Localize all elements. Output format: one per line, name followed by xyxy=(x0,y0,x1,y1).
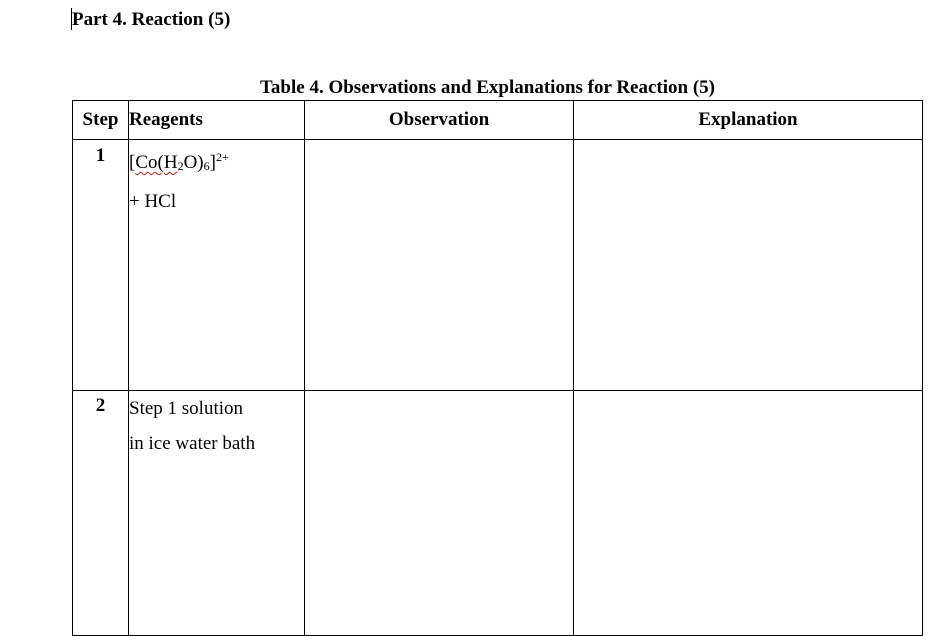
cobalt-complex-formula: $[Co(H_2O)_6]^{2+}$ xyxy=(129,150,229,173)
reagent-line-2: + HCl xyxy=(129,191,177,212)
reagents-cell[interactable] xyxy=(129,391,305,636)
step-number-cell: 2 xyxy=(73,391,129,636)
header-observation: Observation xyxy=(305,101,574,140)
observations-table xyxy=(72,100,923,636)
header-explanation: Explanation xyxy=(574,101,923,140)
observation-cell[interactable] xyxy=(305,391,574,636)
reagent-line-2: in ice water bath xyxy=(129,433,256,454)
header-step: Step xyxy=(73,101,129,140)
header-reagents: Reagents xyxy=(129,101,305,140)
table-row xyxy=(73,140,923,391)
reagent-line-1: Step 1 solution xyxy=(129,398,244,419)
table-row xyxy=(73,391,923,636)
spellcheck-flagged-text: Co(H xyxy=(135,152,178,173)
table-caption: Table 4. Observations and Explanations for Reaction (5) xyxy=(260,77,715,98)
step-number-cell: 1 xyxy=(73,140,129,391)
part-heading: Part 4. Reaction (5) xyxy=(72,9,231,30)
reagents-cell[interactable] xyxy=(129,140,305,391)
explanation-cell[interactable] xyxy=(574,391,923,636)
table-header-row xyxy=(73,101,923,140)
observation-cell[interactable] xyxy=(305,140,574,391)
explanation-cell[interactable] xyxy=(574,140,923,391)
